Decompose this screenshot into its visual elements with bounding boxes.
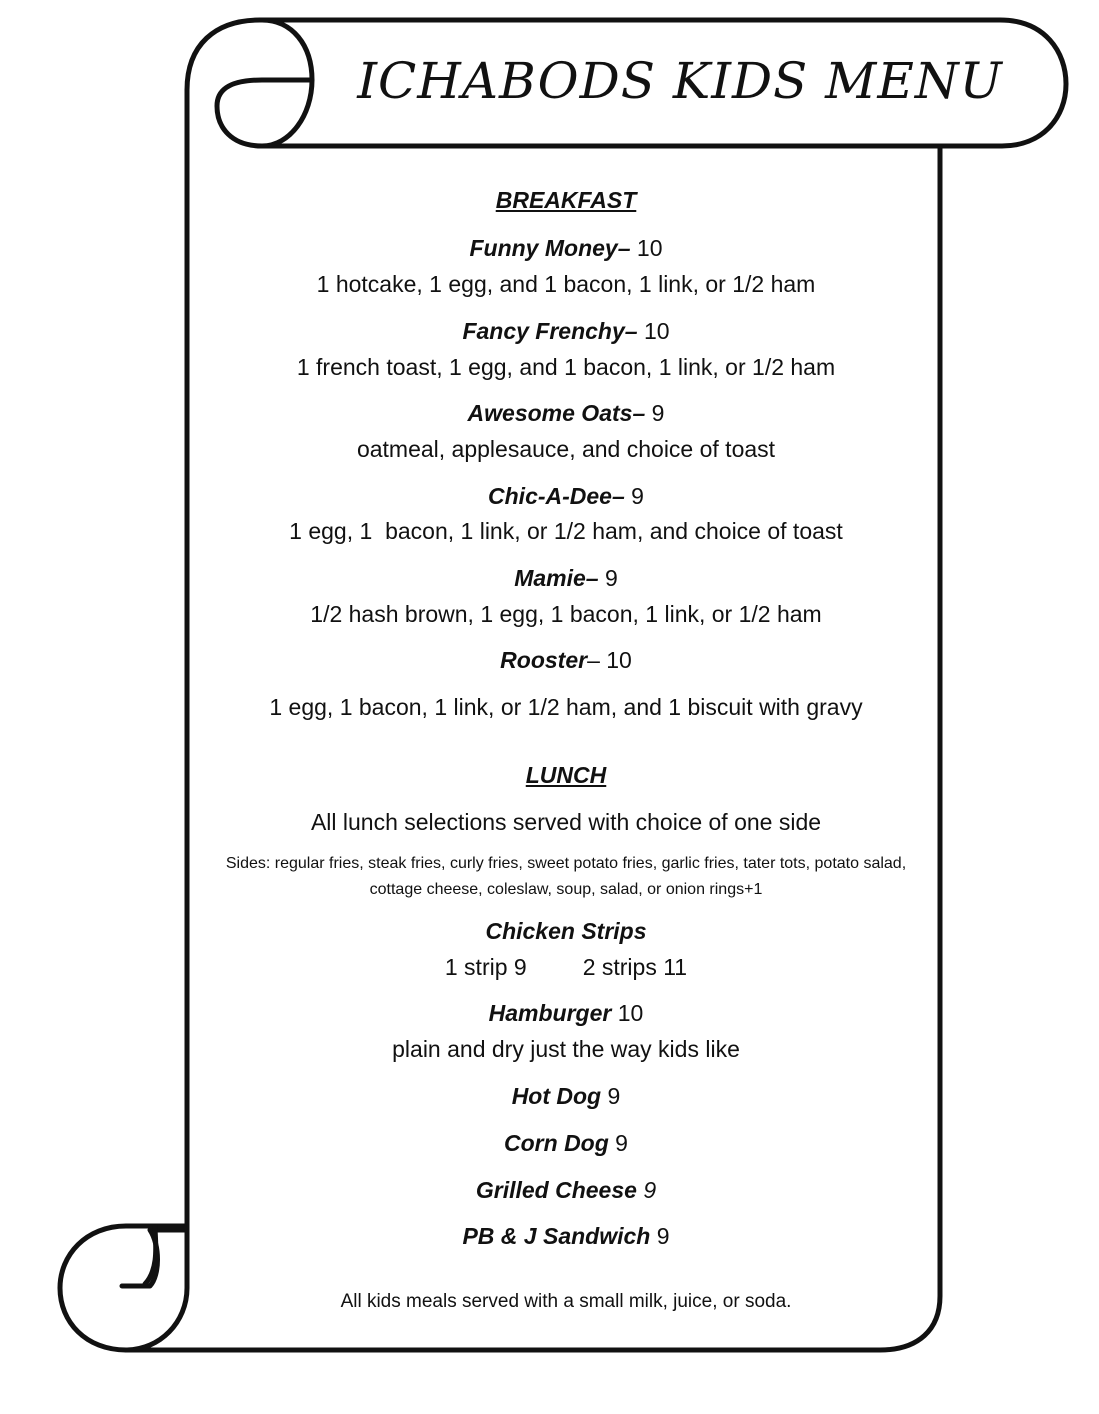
strip-option-1: 1 strip 9 [444, 954, 527, 980]
menu-item-fancy-frenchy [190, 318, 942, 345]
menu-item-funny-money [190, 235, 942, 262]
breakfast-heading: BREAKFAST [495, 187, 637, 213]
lunch-heading: LUNCH [525, 762, 607, 788]
item-name: Funny Money [469, 235, 618, 261]
item-description: 1 hotcake, 1 egg, and 1 bacon, 1 link, or 1/2 ham [316, 271, 816, 297]
item-separator: – [624, 318, 638, 344]
item-name: Chic-A-Dee [488, 483, 612, 509]
strip-option-2: 2 strips 11 [582, 954, 688, 980]
menu-title: ICHABODS KIDS MENU [357, 52, 1003, 110]
item-price: 9 [636, 1177, 657, 1203]
item-price: 10 [637, 318, 670, 344]
menu-item-mamie [190, 565, 942, 592]
menu-item-pbj-sandwich [190, 1223, 942, 1250]
item-separator: – [617, 235, 631, 261]
item-price: 9 [598, 565, 618, 591]
item-name: Rooster [500, 647, 588, 673]
menu-item-awesome-oats [190, 400, 942, 427]
item-name: Mamie [514, 565, 586, 591]
menu-item-grilled-cheese [190, 1177, 942, 1204]
item-price: – 10 [587, 647, 632, 673]
menu-item-rooster [190, 647, 942, 674]
lunch-sides: Sides: regular fries, steak fries, curly fries, sweet potato fries, garlic fries, tater tots, potato salad, cottage cheese, coleslaw, soup, salad, or onion rings+1 [225, 855, 907, 898]
item-name: Hamburger [488, 1000, 612, 1026]
item-name: Hot Dog [511, 1083, 602, 1109]
item-description: 1/2 hash brown, 1 egg, 1 bacon, 1 link, or 1/2 ham [310, 601, 822, 627]
item-price: 9 [650, 1223, 670, 1249]
item-description: 1 egg, 1 bacon, 1 link, or 1/2 ham, and 1 biscuit with gravy [269, 694, 863, 720]
footer-note: All kids meals served with a small milk, juice, or soda. [340, 1291, 792, 1312]
item-name: Fancy Frenchy [462, 318, 625, 344]
item-name: Chicken Strips [485, 918, 647, 944]
item-name: Awesome Oats [467, 400, 633, 426]
item-price: 9 [645, 400, 665, 426]
lunch-intro: All lunch selections served with choice of one side [310, 809, 822, 835]
menu-item-hot-dog [190, 1083, 942, 1110]
item-separator: – [632, 400, 646, 426]
item-price: 9 [608, 1130, 628, 1156]
item-separator: – [585, 565, 599, 591]
menu-item-hamburger [190, 1000, 942, 1027]
item-name: Grilled Cheese [475, 1177, 637, 1203]
chicken-strips-options [190, 954, 942, 981]
item-description: plain and dry just the way kids like [392, 1036, 740, 1062]
item-description: 1 french toast, 1 egg, and 1 bacon, 1 link, or 1/2 ham [296, 354, 836, 380]
item-price: 9 [601, 1083, 621, 1109]
item-price: 9 [624, 483, 644, 509]
menu-item-corn-dog [190, 1130, 942, 1157]
item-description: oatmeal, applesauce, and choice of toast [356, 436, 776, 462]
item-description: 1 egg, 1 bacon, 1 link, or 1/2 ham, and choice of toast [289, 518, 843, 544]
item-name: Corn Dog [504, 1130, 609, 1156]
item-name: PB & J Sandwich [462, 1223, 651, 1249]
menu-item-chicken-strips [190, 918, 942, 945]
item-price: 10 [630, 235, 663, 261]
item-price: 10 [611, 1000, 644, 1026]
item-separator: – [611, 483, 625, 509]
menu-item-chic-a-dee [190, 483, 942, 510]
